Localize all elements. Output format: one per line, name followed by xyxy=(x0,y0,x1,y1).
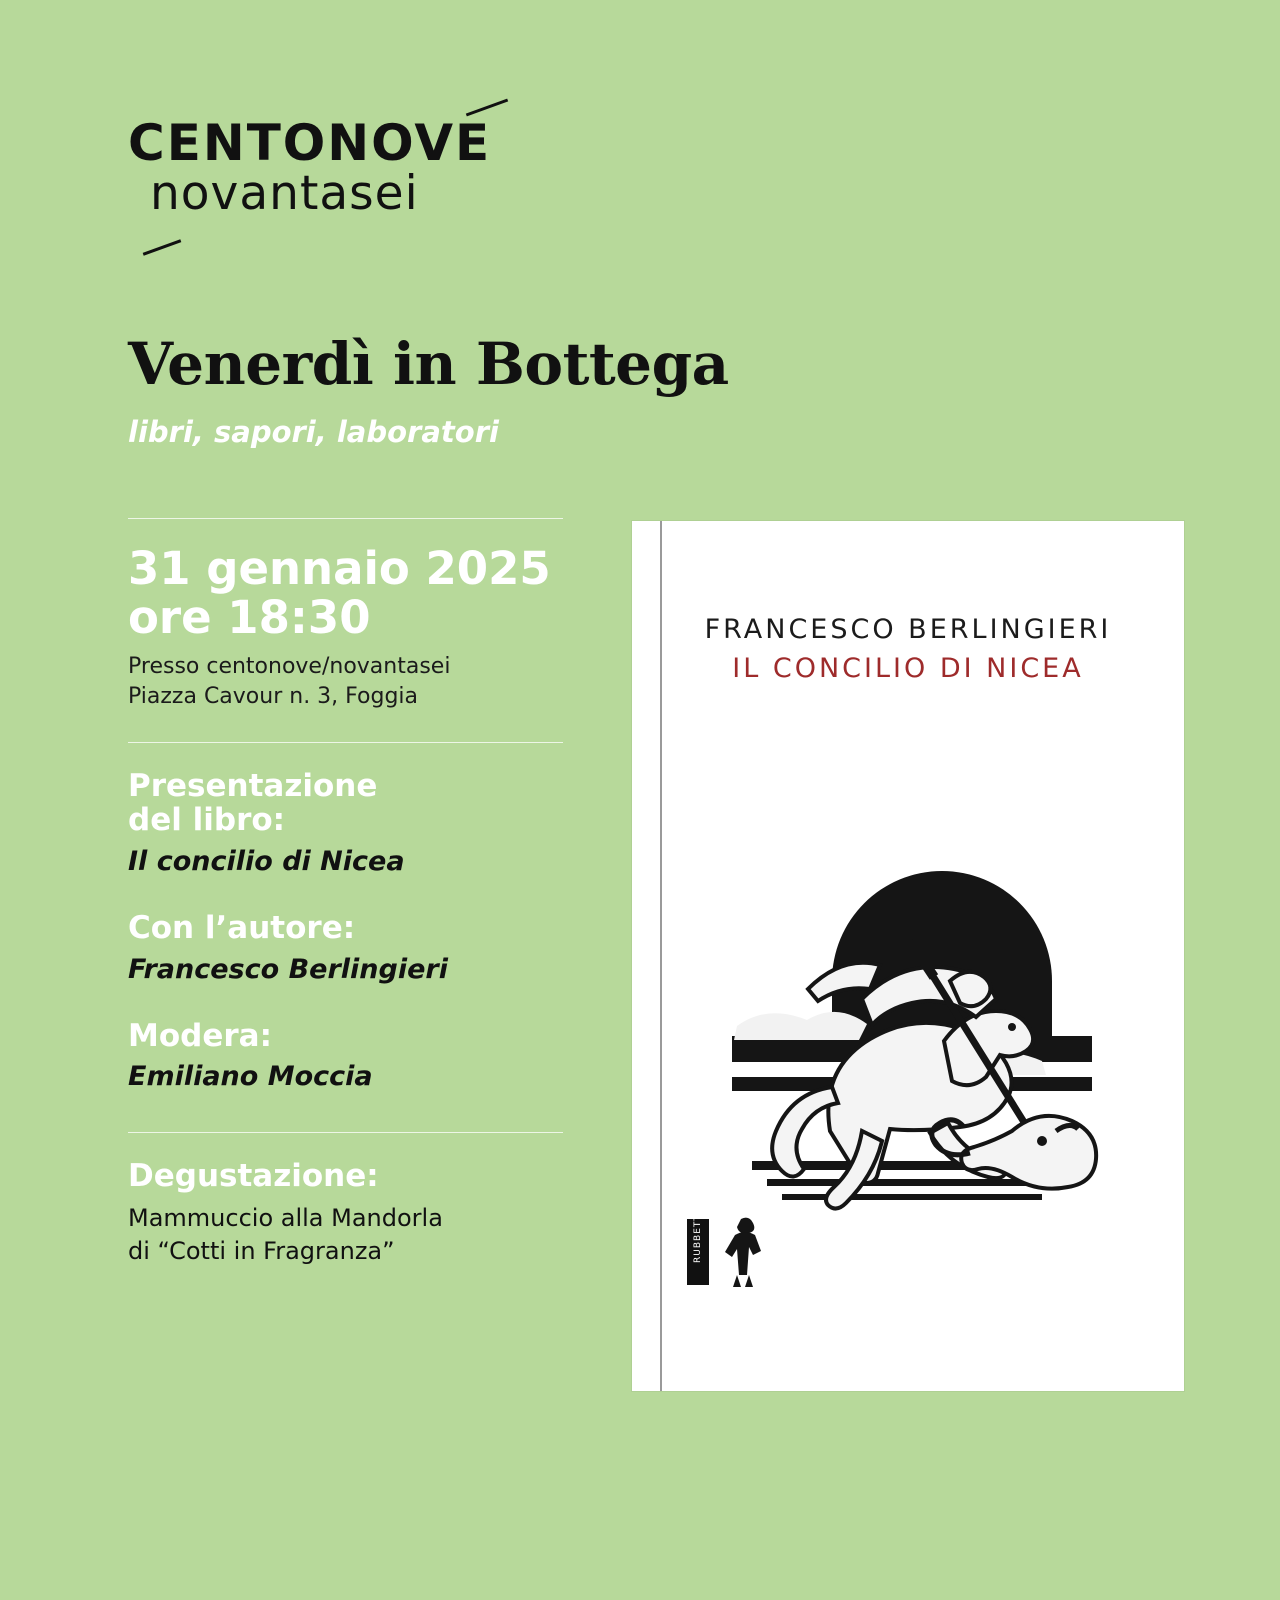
presentation-book-title: Il concilio di Nicea xyxy=(128,846,405,877)
book-cover-title: IL CONCILIO DI NICEA xyxy=(732,653,1084,684)
page-title: Venerdì in Bottega xyxy=(128,330,729,398)
details-column xyxy=(128,518,568,1273)
tasting-line1: Mammuccio alla Mandorla xyxy=(128,1204,443,1233)
saint-george-dragon-woodcut-icon xyxy=(712,831,1112,1231)
publisher-name: RUBBETTINO xyxy=(693,1194,703,1263)
tasting-line2: di “Cotti in Fragranza” xyxy=(128,1236,395,1265)
event-date: 31 gennaio 2025 xyxy=(128,542,551,595)
event-time: ore 18:30 xyxy=(128,590,371,644)
venue-line1: Presso centonove/novantasei xyxy=(128,654,451,680)
book-cover xyxy=(632,521,1184,1391)
presentation-heading-line2: del libro: xyxy=(128,802,286,839)
logo-accent-tick-bottom-icon xyxy=(143,239,182,255)
datetime-block xyxy=(128,519,568,742)
presentation-block xyxy=(128,743,568,1133)
tasting-heading: Degustazione: xyxy=(128,1158,379,1195)
brand-logo-line1: CENTONOVE xyxy=(128,114,492,172)
venue-block xyxy=(128,652,568,711)
venue-line2: Piazza Cavour n. 3, Foggia xyxy=(128,683,419,709)
divider-tasting xyxy=(128,1132,563,1133)
presentation-heading xyxy=(128,769,568,838)
brand-logo xyxy=(128,114,548,221)
publisher-name-box xyxy=(687,1194,709,1285)
page-subtitle: libri, sapori, laboratori xyxy=(128,415,499,449)
moderator-heading: Modera: xyxy=(128,1017,272,1054)
moderator-name: Emiliano Moccia xyxy=(128,1061,373,1093)
publisher-figure-icon xyxy=(715,1213,771,1291)
tasting-block xyxy=(128,1133,568,1273)
brand-logo-line2: novantasei xyxy=(150,166,419,221)
book-cover-author: FRANCESCO BERLINGIERI xyxy=(704,614,1112,645)
presentation-heading-line1: Presentazione xyxy=(128,767,378,804)
divider-top xyxy=(128,518,563,519)
book-spine xyxy=(660,521,662,1391)
divider-presentation xyxy=(128,742,563,743)
author-name: Francesco Berlingieri xyxy=(128,953,448,985)
author-heading: Con l’autore: xyxy=(128,910,356,946)
publisher-logo xyxy=(687,1194,777,1291)
